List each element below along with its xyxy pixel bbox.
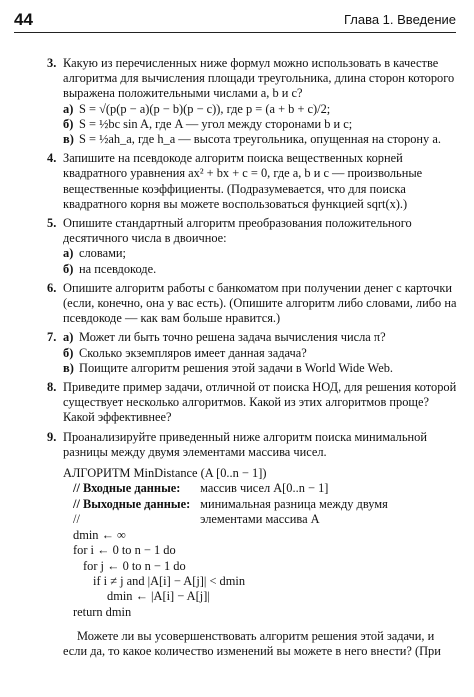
option-letter: б) xyxy=(63,345,74,360)
option-c xyxy=(63,132,459,147)
exercise-text: Приведите пример задачи, отличной от поиска НОД, для решения которой существует несколько алгоритмов. Какой из этих алгоритмов проще? Какой эффективнее? xyxy=(63,380,457,425)
algo-comment-input xyxy=(63,481,459,496)
comment-key: // xyxy=(73,512,80,527)
exercise-list xyxy=(47,56,459,672)
option-a xyxy=(63,246,459,261)
exercise-number: 7. xyxy=(47,330,57,345)
option-text: Может ли быть точно решена задача вычисления числа π? xyxy=(79,330,386,345)
algo-comment-continued xyxy=(63,512,459,527)
algorithm-header: АЛГОРИТМ MinDistance (A [0..n − 1]) xyxy=(63,466,267,481)
option-text: словами; xyxy=(79,246,126,261)
option-letter: а) xyxy=(63,246,74,261)
exercise-number: 4. xyxy=(47,151,57,166)
option-b xyxy=(63,346,459,361)
option-letter: а) xyxy=(63,101,74,116)
exercise-number: 8. xyxy=(47,380,57,395)
algo-comment-output xyxy=(63,497,459,512)
option-text: S = √(p(p − a)(p − b)(p − c)), где p = (a + b + c)/2; xyxy=(79,101,331,116)
exercise-9-followup: Можете ли вы усовершенствовать алгоритм решения этой задачи, и если да, то какое количество изменений вы можете в него внести? (При xyxy=(63,629,441,659)
algorithm-listing xyxy=(63,466,459,620)
exercise-9 xyxy=(47,430,459,460)
option-text: на псевдокоде. xyxy=(79,261,157,276)
algo-line-outer-loop: for i ← 0 to n − 1 do xyxy=(73,543,176,558)
option-letter: б) xyxy=(63,116,74,131)
comment-value: элементами массива A xyxy=(200,512,320,527)
comment-value: массив чисел A[0..n − 1] xyxy=(200,481,329,496)
exercise-number: 3. xyxy=(47,56,57,70)
comment-value: минимальная разница между двумя xyxy=(200,496,388,511)
page-header xyxy=(14,10,456,33)
option-text: Поищите алгоритм решения этой задачи в World Wide Web. xyxy=(79,360,394,375)
option-letter: а) xyxy=(63,330,74,345)
exercise-6 xyxy=(47,281,459,327)
exercise-5 xyxy=(47,216,459,277)
exercise-text: Проанализируйте приведенный ниже алгоритм поиска минимальной разницы между двумя элементами массива чисел. xyxy=(63,429,427,459)
page-number: 44 xyxy=(14,10,33,29)
option-b xyxy=(63,117,459,132)
comment-key: // Входные данные: xyxy=(73,481,181,496)
algo-line-init: dmin ← ∞ xyxy=(73,527,126,542)
option-letter: в) xyxy=(63,360,74,375)
option-a xyxy=(63,102,459,117)
exercise-text: Опишите стандартный алгоритм преобразования положительного десятичного числа в двоичное: xyxy=(63,216,412,246)
exercise-number: 6. xyxy=(47,280,57,295)
exercise-text: Какую из перечисленных ниже формул можно использовать в качестве алгоритма для вычисления площади треугольника, длина сторон которого выражена положительными числами a, b и c? xyxy=(63,56,455,101)
chapter-title: Глава 1. Введение xyxy=(343,12,456,27)
comment-key: // Выходные данные: xyxy=(73,496,191,511)
exercise-text: Опишите алгоритм работы с банкоматом при получении денег с карточки (если, конечно, она у вас есть). (Опишите алгоритм либо словами, либо на псевдокоде — как вам больше нравится.) xyxy=(63,280,457,326)
exercise-number: 9. xyxy=(47,429,57,444)
exercise-4 xyxy=(47,151,459,212)
exercise-7 xyxy=(47,330,459,376)
option-c xyxy=(63,361,459,376)
algo-line-condition: if i ≠ j and |A[i] − A[j]| < dmin xyxy=(93,573,246,588)
algo-line-inner-loop: for j ← 0 to n − 1 do xyxy=(83,558,186,573)
option-b xyxy=(63,262,459,277)
algo-line-return: return dmin xyxy=(73,604,132,619)
option-letter: в) xyxy=(63,132,74,147)
exercise-8 xyxy=(47,380,459,426)
exercise-number: 5. xyxy=(47,216,57,231)
option-text: Сколько экземпляров имеет данная задача? xyxy=(79,345,307,360)
option-a xyxy=(63,330,459,345)
algo-line-assign: dmin ← |A[i] − A[j]| xyxy=(107,589,210,604)
option-text: S = ½ah_a, где h_a — высота треугольника, опущенная на сторону a. xyxy=(79,132,441,147)
exercise-text: Запишите на псевдокоде алгоритм поиска вещественных корней квадратного уравнения ax² + bx + c = 0, где a, b и c — произвольные вещественные коэффициенты. (Подразумевается, что для поиска квадратного корня вы можете воспользоваться функцией sqrt(x).) xyxy=(63,151,423,211)
option-letter: б) xyxy=(63,261,74,276)
option-text: S = ½bc sin A, где A — угол между сторонами b и c; xyxy=(79,116,353,131)
exercise-3 xyxy=(47,56,459,147)
